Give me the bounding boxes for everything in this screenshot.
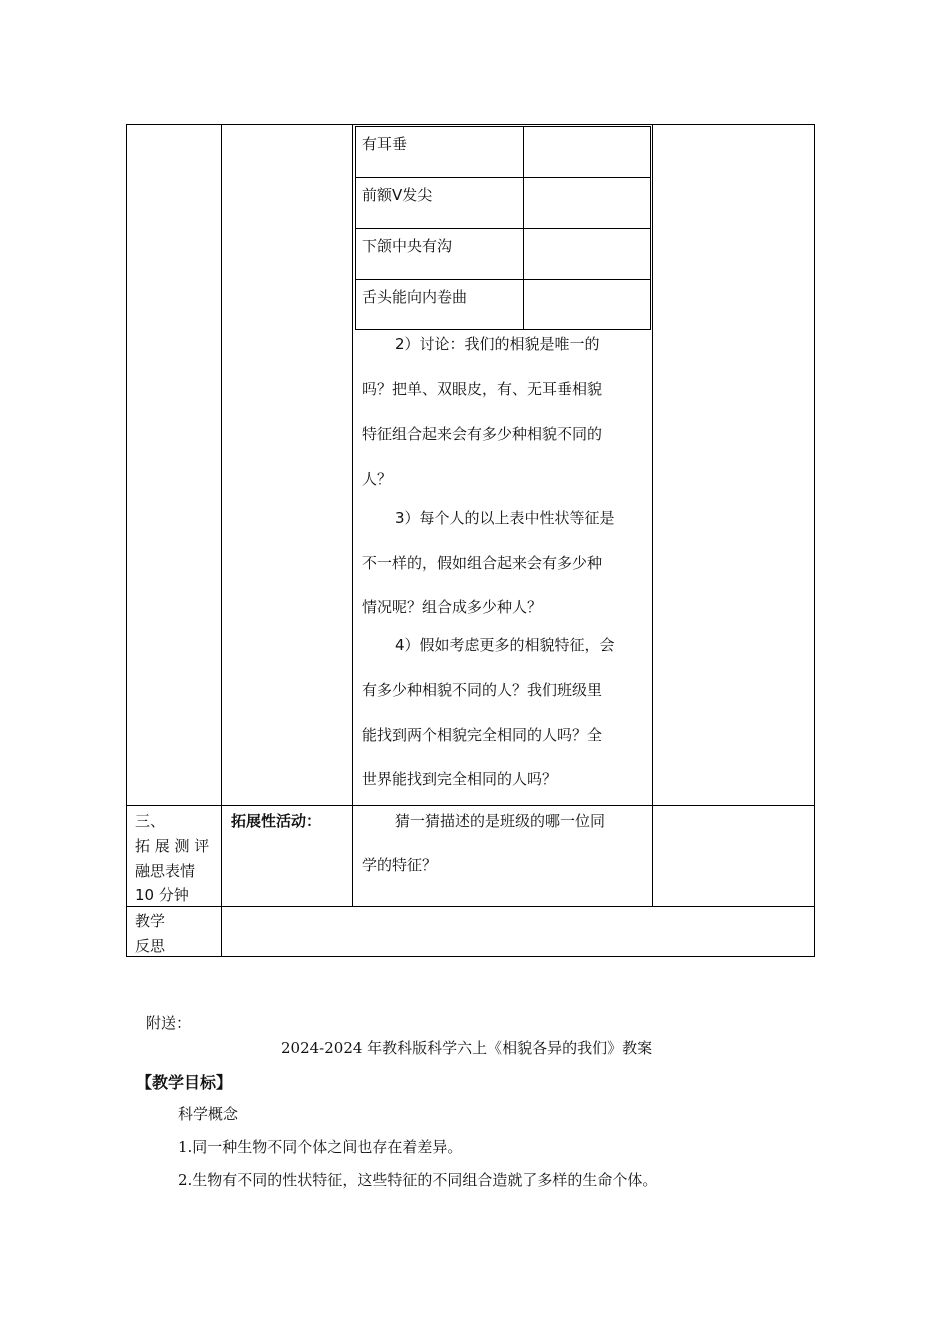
table-col-divider-2	[352, 124, 353, 906]
table-border-top	[126, 124, 815, 125]
discussion-line: 4）假如考虑更多的相貌特征，会	[395, 636, 615, 654]
discussion-line: 不一样的，假如组合起来会有多少种	[362, 554, 603, 572]
objective-item: 2.生物有不同的性状特征，这些特征的不同组合造就了多样的生命个体。	[178, 1171, 658, 1189]
objectives-heading: 【教学目标】	[136, 1073, 233, 1092]
discussion-line: 有多少种相貌不同的人？我们班级里	[362, 681, 603, 699]
table-border-left	[126, 124, 127, 956]
objective-item: 1.同一种生物不同个体之间也存在着差异。	[178, 1138, 463, 1156]
traits-table-border-bottom	[355, 329, 651, 330]
trait-cell: 舌头能向内卷曲	[362, 288, 468, 306]
discussion-line: 2）讨论：我们的相貌是唯一的	[395, 335, 600, 353]
discussion-line: 人？	[362, 470, 393, 488]
discussion-line: 3）每个人的以上表中性状等征是	[395, 509, 615, 527]
reflection-label-line: 教学	[135, 912, 166, 930]
traits-table-row-divider	[355, 279, 651, 280]
discussion-line: 能找到两个相貌完全相同的人吗？全	[362, 726, 603, 744]
section3-label-line: 拓 展 测 评	[135, 837, 210, 855]
table-col-divider-3	[652, 124, 653, 906]
section3-label-line: 三、	[135, 812, 166, 830]
discussion-line: 特征组合起来会有多少种相貌不同的	[362, 425, 603, 443]
discussion-line: 世界能找到完全相同的人吗？	[362, 770, 558, 788]
traits-table-border-top	[355, 126, 651, 127]
discussion-line: 吗？把单、双眼皮，有、无耳垂相貌	[362, 380, 603, 398]
table-row-divider-reflection	[126, 906, 815, 907]
traits-table-row-divider	[355, 228, 651, 229]
section3-label-line: 10 分钟	[135, 886, 189, 904]
trait-cell: 前额Ⅴ发尖	[362, 186, 433, 204]
table-border-bottom	[126, 956, 815, 957]
trait-cell: 有耳垂	[362, 135, 408, 153]
table-row-divider-section3	[126, 805, 815, 806]
objectives-subheading: 科学概念	[178, 1105, 239, 1123]
table-border-right	[814, 124, 815, 956]
traits-table-row-divider	[355, 177, 651, 178]
activity-content-line: 学的特征？	[362, 856, 438, 874]
table-col-divider-1	[221, 124, 222, 956]
discussion-line: 情况呢？组合成多少种人？	[362, 598, 543, 616]
appendix-prefix: 附送：	[146, 1014, 192, 1032]
section3-label-line: 融思表情	[135, 862, 196, 880]
reflection-label-line: 反思	[135, 937, 166, 955]
trait-cell: 下颌中央有沟	[362, 237, 453, 255]
activity-content-line: 猜一猜描述的是班级的哪一位同	[395, 812, 606, 830]
activity-label: 拓展性活动：	[231, 812, 322, 830]
appendix-title: 2024-2024 年教科版科学六上《相貌各异的我们》教案	[281, 1039, 653, 1057]
